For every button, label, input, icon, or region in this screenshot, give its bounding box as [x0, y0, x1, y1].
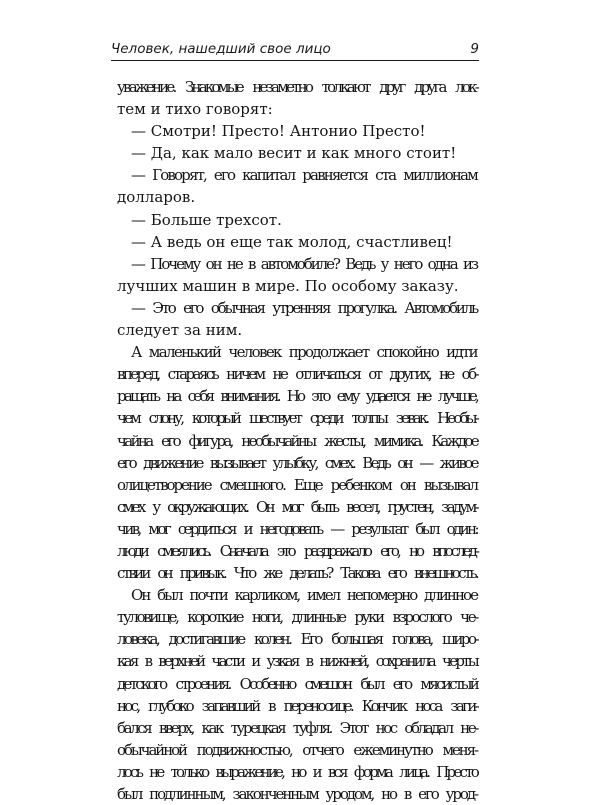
- text-line: бался вверх, как турецкая туфля. Этот нос обладал не-: [117, 718, 477, 737]
- text-line: — Почему он не в автомобиле? Ведь у него одна из: [131, 254, 477, 273]
- text-line: олицетворение смешного. Еще ребенком он вызывал: [117, 475, 477, 494]
- text-line: лось не только выражение, но и вся форма лица. Престо: [117, 762, 477, 781]
- text-line: — А ведь он еще так молод, счастливец!: [131, 232, 453, 251]
- text-line: его движение вызывает улыбку, смех. Ведь он — живое: [117, 453, 477, 472]
- text-line: лучших машин в мире. По особому заказу.: [117, 276, 459, 295]
- text-line: долларов.: [117, 188, 196, 207]
- text-line: ловека, достигавшие колен. Его большая голова, широ-: [117, 630, 477, 649]
- text-line: вперед, стараясь ничем не отличаться от других, не об-: [117, 365, 477, 384]
- text-line: детского строения. Особенно смешон был его мясистый: [117, 674, 477, 693]
- text-line: ращать на себя внимания. Но это ему удается не лучше,: [117, 387, 477, 406]
- text-line: А маленький человек продолжает спокойно идти: [131, 343, 477, 362]
- text-line: смех у окружающих. Он мог быть весел, грустен, задум-: [117, 497, 477, 516]
- text-line: чем слону, который шествует среди толпы зевак. Необы-: [117, 409, 477, 428]
- text-line: — Да, как мало весит и как много стоит!: [131, 144, 457, 163]
- body-text: [117, 76, 477, 805]
- text-line: люди смеялись. Сначала это раздражало его, но впослед-: [117, 541, 477, 560]
- text-line: Он был почти карликом, имел непомерно длинное: [131, 586, 477, 605]
- running-header: [111, 28, 479, 61]
- text-line: — Смотри! Престо! Антонио Престо!: [131, 122, 426, 141]
- text-line: нос, глубоко запавший в переносице. Кончик носа заги-: [117, 696, 477, 715]
- text-line: туловище, короткие ноги, длинные руки взрослого че-: [117, 608, 477, 627]
- text-line: ствии он привык. Что же делать? Такова его внешность.: [117, 564, 477, 583]
- text-line: чив, мог сердиться и негодовать — результат был один:: [117, 519, 477, 538]
- text-line: следует за ним.: [117, 321, 243, 340]
- text-line: — Это его обычная утренняя прогулка. Автомобиль: [131, 298, 477, 317]
- text-line: — Говорят, его капитал равняется ста миллионам: [131, 166, 477, 185]
- text-line: обычайной подвижностью, отчего ежеминутно меня-: [117, 740, 477, 759]
- running-title: Человек, нашедший свое лицо: [111, 41, 331, 57]
- text-line: — Больше трехсот.: [131, 210, 282, 229]
- text-line: кая в верхней части и узкая в нижней, сохранила черты: [117, 652, 477, 671]
- text-line: тем и тихо говорят:: [117, 100, 273, 119]
- page-number: 9: [470, 41, 479, 57]
- text-line: был подлинным, законченным уродом, но в его урод-: [117, 785, 477, 803]
- text-line: уважение. Знакомые незаметно толкают друг друга лок-: [117, 78, 477, 96]
- text-line: чайна его фигура, необычайны жесты, мимика. Каждое: [117, 431, 477, 450]
